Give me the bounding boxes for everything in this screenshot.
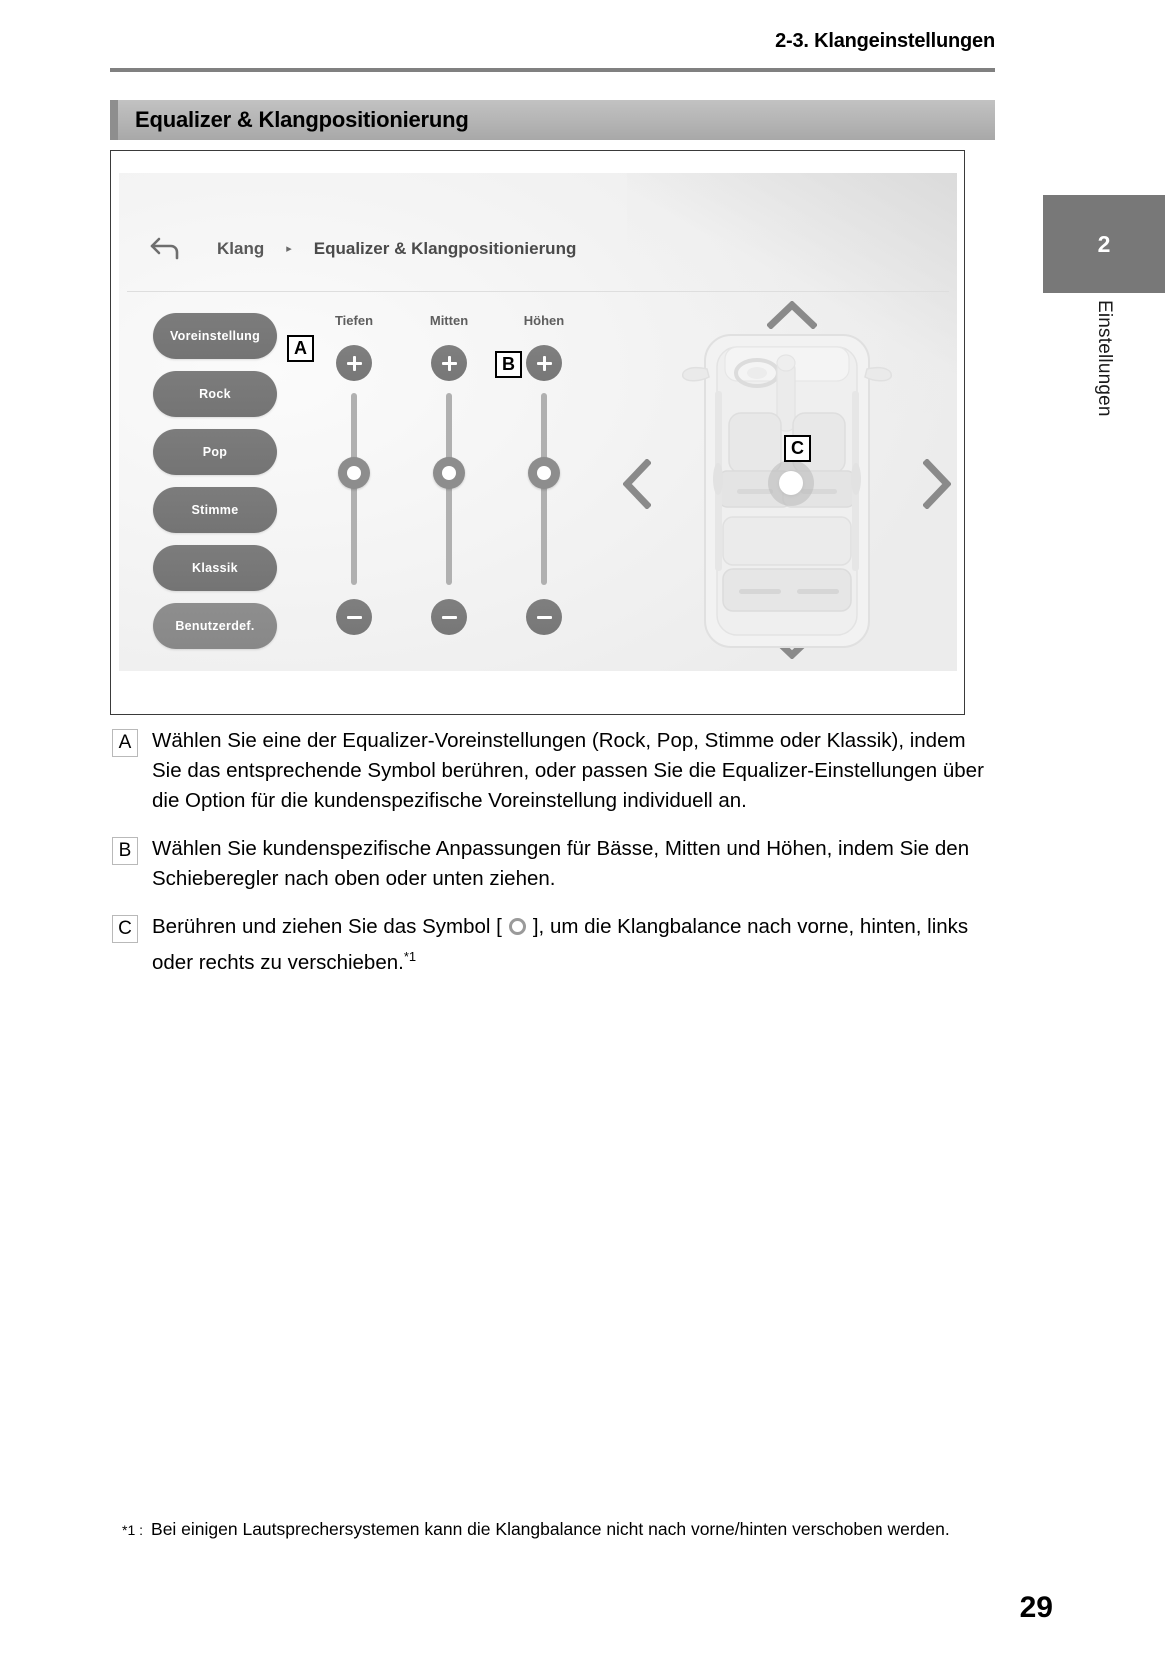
back-arrow-icon[interactable] — [149, 234, 183, 264]
preset-label: Voreinstellung — [169, 329, 261, 343]
preset-button-benutzerdef[interactable] — [153, 603, 277, 649]
callout-marker-b: B — [495, 351, 522, 378]
preset-label: Klassik — [192, 561, 238, 575]
balance-handle-inline-icon — [509, 918, 526, 935]
minus-icon — [537, 616, 552, 619]
breadcrumb-root[interactable]: Klang — [217, 239, 265, 258]
footnote-marker: *1 : — [122, 1522, 144, 1538]
plus-icon-vertical — [543, 356, 546, 371]
decrease-button-mitten[interactable] — [431, 599, 467, 635]
page-number: 29 — [1019, 1591, 1053, 1624]
preset-label: Benutzerdef. — [175, 619, 255, 633]
preset-button-stimme[interactable] — [153, 487, 277, 533]
breadcrumb-current: Equalizer & Klangpositionierung — [313, 239, 577, 258]
legend-text-b: Wählen Sie kundenspezifische Anpassungen für Bässe, Mitten und Höhen, indem Sie den Schieberegler nach oben oder unten ziehen. — [152, 837, 970, 890]
slider-column-tiefen — [314, 313, 394, 653]
decrease-button-tiefen[interactable] — [336, 599, 372, 635]
slider-track-hoehen[interactable] — [541, 393, 547, 585]
legend-item-c — [112, 912, 1002, 978]
footnote-reference: *1 — [403, 949, 417, 964]
section-title: Equalizer & Klangpositionierung — [135, 107, 469, 132]
side-tab-chapter-box — [1043, 195, 1165, 293]
slider-thumb-mitten[interactable] — [433, 457, 465, 489]
balance-position-handle[interactable] — [779, 471, 803, 495]
slider-track-tiefen[interactable] — [351, 393, 357, 585]
slider-label-mitten: Mitten — [429, 313, 469, 328]
increase-button-tiefen[interactable] — [336, 345, 372, 381]
preset-label: Rock — [199, 387, 231, 401]
side-tab-number: 2 — [1097, 230, 1111, 257]
preset-button-rock[interactable] — [153, 371, 277, 417]
legend-marker-c: C — [112, 915, 138, 943]
legend-marker-b: B — [112, 837, 138, 865]
header-divider — [110, 68, 995, 72]
minus-icon — [347, 616, 362, 619]
callout-marker-c: C — [784, 435, 811, 462]
slider-track-mitten[interactable] — [446, 393, 452, 585]
increase-button-mitten[interactable] — [431, 345, 467, 381]
chevron-left-icon[interactable] — [623, 459, 651, 509]
breadcrumb-separator-icon: ▸ — [286, 242, 292, 255]
legend-item-b — [112, 834, 1002, 894]
legend-text-a: Wählen Sie eine der Equalizer-Voreinstellungen (Rock, Pop, Stimme oder Klassik), indem Sie das entsprechende Symbol berühren, oder passen Sie die Equalizer-Einstellungen über die Option für die kundenspezifische Voreinstellung individuell an. — [152, 729, 984, 812]
plus-icon-vertical — [448, 356, 451, 371]
chapter-title: 2-3. Klangeinstellungen — [775, 30, 995, 52]
minus-icon — [442, 616, 457, 619]
preset-label: Pop — [202, 445, 228, 459]
preset-label: Stimme — [191, 503, 239, 517]
breadcrumb — [149, 231, 576, 267]
slider-column-mitten — [409, 313, 489, 653]
legend-marker-a: A — [112, 729, 138, 757]
sound-balance-pad[interactable] — [619, 291, 955, 671]
section-bar-accent — [110, 100, 118, 140]
page-header — [110, 30, 995, 53]
side-tab-label: Einstellungen — [1094, 300, 1115, 417]
callout-marker-a: A — [287, 335, 314, 362]
preset-button-pop[interactable] — [153, 429, 277, 475]
chevron-right-icon[interactable] — [923, 459, 951, 509]
slider-thumb-tiefen[interactable] — [338, 457, 370, 489]
side-tab-label-wrap — [1043, 300, 1165, 500]
legend-text-c-before: Berühren und ziehen Sie das Symbol [ — [152, 915, 502, 938]
section-title-bar — [110, 100, 995, 140]
equalizer-preset-list — [153, 313, 277, 649]
preset-button-klassik[interactable] — [153, 545, 277, 591]
slider-label-tiefen: Tiefen — [334, 313, 374, 328]
decrease-button-hoehen[interactable] — [526, 599, 562, 635]
legend-item-a — [112, 726, 1002, 816]
plus-icon-vertical — [353, 356, 356, 371]
slider-thumb-hoehen[interactable] — [528, 457, 560, 489]
footnote-text: Bei einigen Lautsprechersystemen kann die Klangbalance nicht nach vorne/hinten verschoben werden. — [151, 1519, 950, 1539]
footnote — [122, 1518, 1002, 1541]
legend-text-c-after: ], um die Klangbalance nach vorne, hinten, links oder rechts zu verschieben. — [152, 915, 969, 974]
screenshot-frame — [110, 150, 965, 715]
preset-button-voreinstellung[interactable] — [153, 313, 277, 359]
increase-button-hoehen[interactable] — [526, 345, 562, 381]
infotainment-screen — [119, 173, 957, 671]
legend-text-c — [152, 912, 997, 978]
legend-list — [112, 726, 1002, 996]
slider-label-hoehen: Höhen — [523, 313, 565, 328]
equalizer-slider-group — [314, 313, 584, 653]
